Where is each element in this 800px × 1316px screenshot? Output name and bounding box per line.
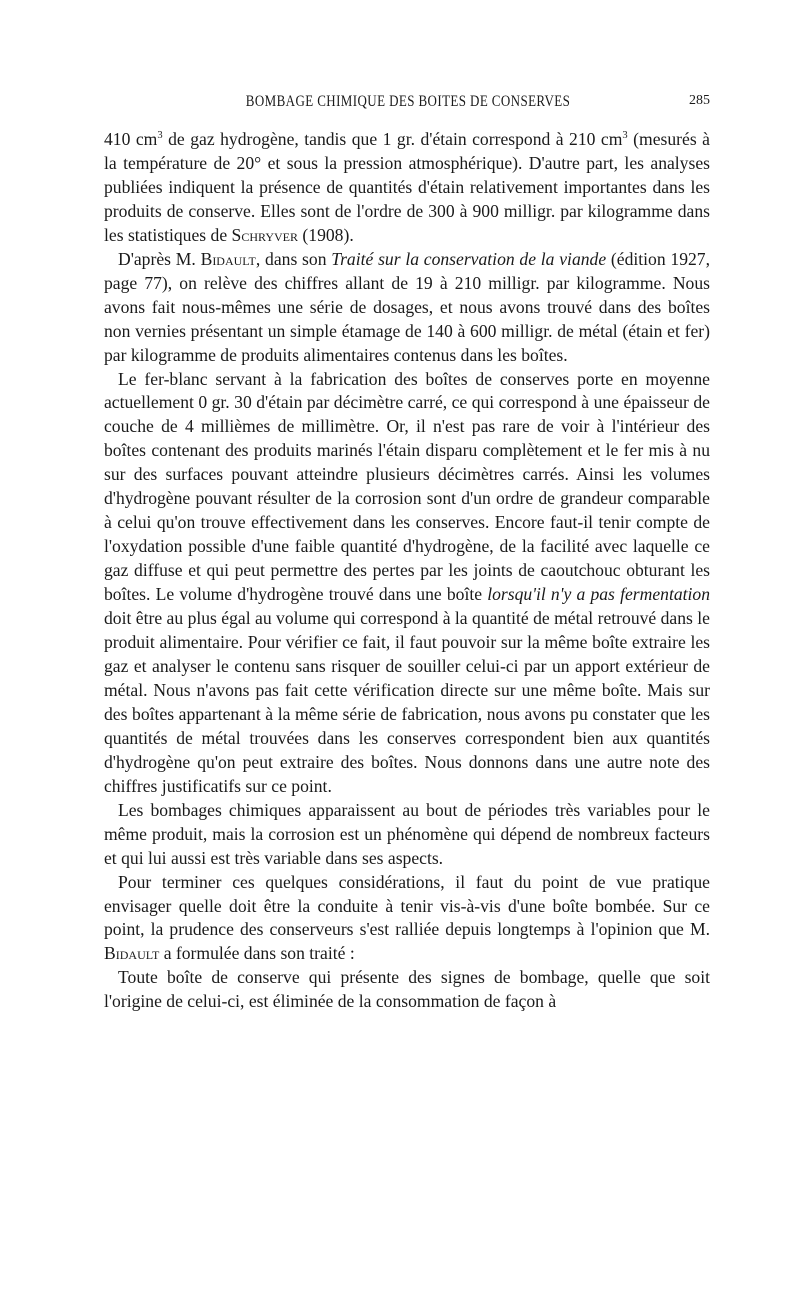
text-run: a formulée dans son traité : bbox=[159, 943, 355, 964]
paragraph-1 bbox=[104, 128, 710, 248]
running-title: BOMBAGE CHIMIQUE DES BOITES DE CONSERVES bbox=[245, 91, 571, 110]
paragraph-4 bbox=[104, 799, 710, 871]
paragraph-3 bbox=[104, 368, 710, 799]
text-run: 410 cm bbox=[104, 129, 158, 149]
book-title: Traité sur la conservation de la viande bbox=[331, 248, 607, 269]
text-run: de gaz hydrogène, tandis que 1 gr. d'étain correspond à 210 cm bbox=[162, 129, 623, 149]
text-run: (mesurés à la température de 20° et sous la pression atmosphérique). D'autre part, les analyses publiées indiquent la présence de quantités d'étain relativement importantes dans les produits de conserve. Elles sont de l'ordre de 300 à 900 milligr. par kilogramme dans les statistiques de bbox=[104, 129, 710, 245]
text-run: , dans son bbox=[255, 248, 332, 269]
text-run: Le fer-blanc servant à la fabrication des boîtes de conserves porte en moyenne actuellement 0 gr. 30 d'étain par décimètre carré, ce qui correspond à une épaisseur de couche de 4 millièmes de millimètre. Or, il n'est pas rare de voir à l'intérieur des boîtes contenant des produits marinés l'étain disparu complètement et le fer mis à nu sur des surfaces pouvant atteindre plusieurs décimètres carrés. Ainsi les volumes d'hydrogène pouvant résulter de la corrosion sont d'un ordre de grandeur comparable à celui qu'on trouve effectivement dans les conserves. Encore faut-il tenir compte de l'oxydation possible d'une faible quantité d'hydrogène, de la facilité avec laquelle ce gaz diffuse et qui peut permettre des pertes par les joints de caoutchouc obturant les boîtes. Le volume d'hydrogène trouvé dans une boîte bbox=[104, 368, 710, 605]
text-run: doit être au plus égal au volume qui correspond à la quantité de métal retrouvé dans le produit alimentaire. Pour vérifier ce fait, il faut pouvoir sur la même boîte extraire les gaz et analyser le contenu sans risquer de souiller celui-ci par un apport extérieur de métal. Nous n'avons pas fait cette vérification directe sur une même boîte. Mais sur des boîtes appartenant à la même série de fabrication, nous avons pu constater que les quantités de métal trouvées dans les conserves correspondent bien aux quantités d'hydrogène qu'on peut extraire des boîtes. Nous donnons dans une autre note des chiffres justificatifs sur ce point. bbox=[104, 608, 710, 796]
text-run: Pour terminer ces quelques considérations, il faut du point de vue pratique envisager quelle doit être la conduite à tenir vis-à-vis d'une boîte bombée. Sur ce point, la prudence des conserveurs s'est ralliée depuis longtemps à l'opinion que M. bbox=[104, 871, 710, 940]
paragraph-5 bbox=[104, 871, 710, 967]
paragraph-6 bbox=[104, 966, 710, 1014]
paragraph-2 bbox=[104, 248, 710, 368]
author-name: Schryver bbox=[231, 224, 299, 245]
text-run: (édition 1927, page 77), on relève des chiffres allant de 19 à 210 milligr. par kilogramme. Nous avons fait nous-mêmes une série de dosages, et nous avons trouvé dans des boîtes non vernies présentant un simple étamage de 140 à 600 milligr. de métal (étain et fer) par kilogramme de produits alimentaires contenus dans les boîtes. bbox=[104, 248, 710, 365]
text-run: Les bombages chimiques apparaissent au bout de périodes très variables pour le même produit, mais la corrosion est un phénomène qui dépend de nombreux facteurs et qui lui aussi est très variable dans ses aspects. bbox=[104, 799, 710, 868]
text-run: Toute boîte de conserve qui présente des signes de bombage, quelle que soit l'origine de celui-ci, est éliminée de la consommation de façon à bbox=[104, 967, 710, 1012]
text-run: (1908). bbox=[298, 224, 354, 245]
body-text bbox=[104, 128, 710, 1014]
running-head bbox=[106, 93, 710, 113]
author-name: Bidault bbox=[200, 248, 256, 269]
author-name: Bidault bbox=[104, 943, 160, 964]
page-number: 285 bbox=[689, 93, 710, 108]
superscript: 3 bbox=[157, 130, 163, 142]
italic-phrase: lorsqu'il n'y a pas fermentation bbox=[487, 584, 710, 605]
text-run: D'après M. bbox=[118, 248, 201, 269]
superscript: 3 bbox=[622, 130, 628, 142]
